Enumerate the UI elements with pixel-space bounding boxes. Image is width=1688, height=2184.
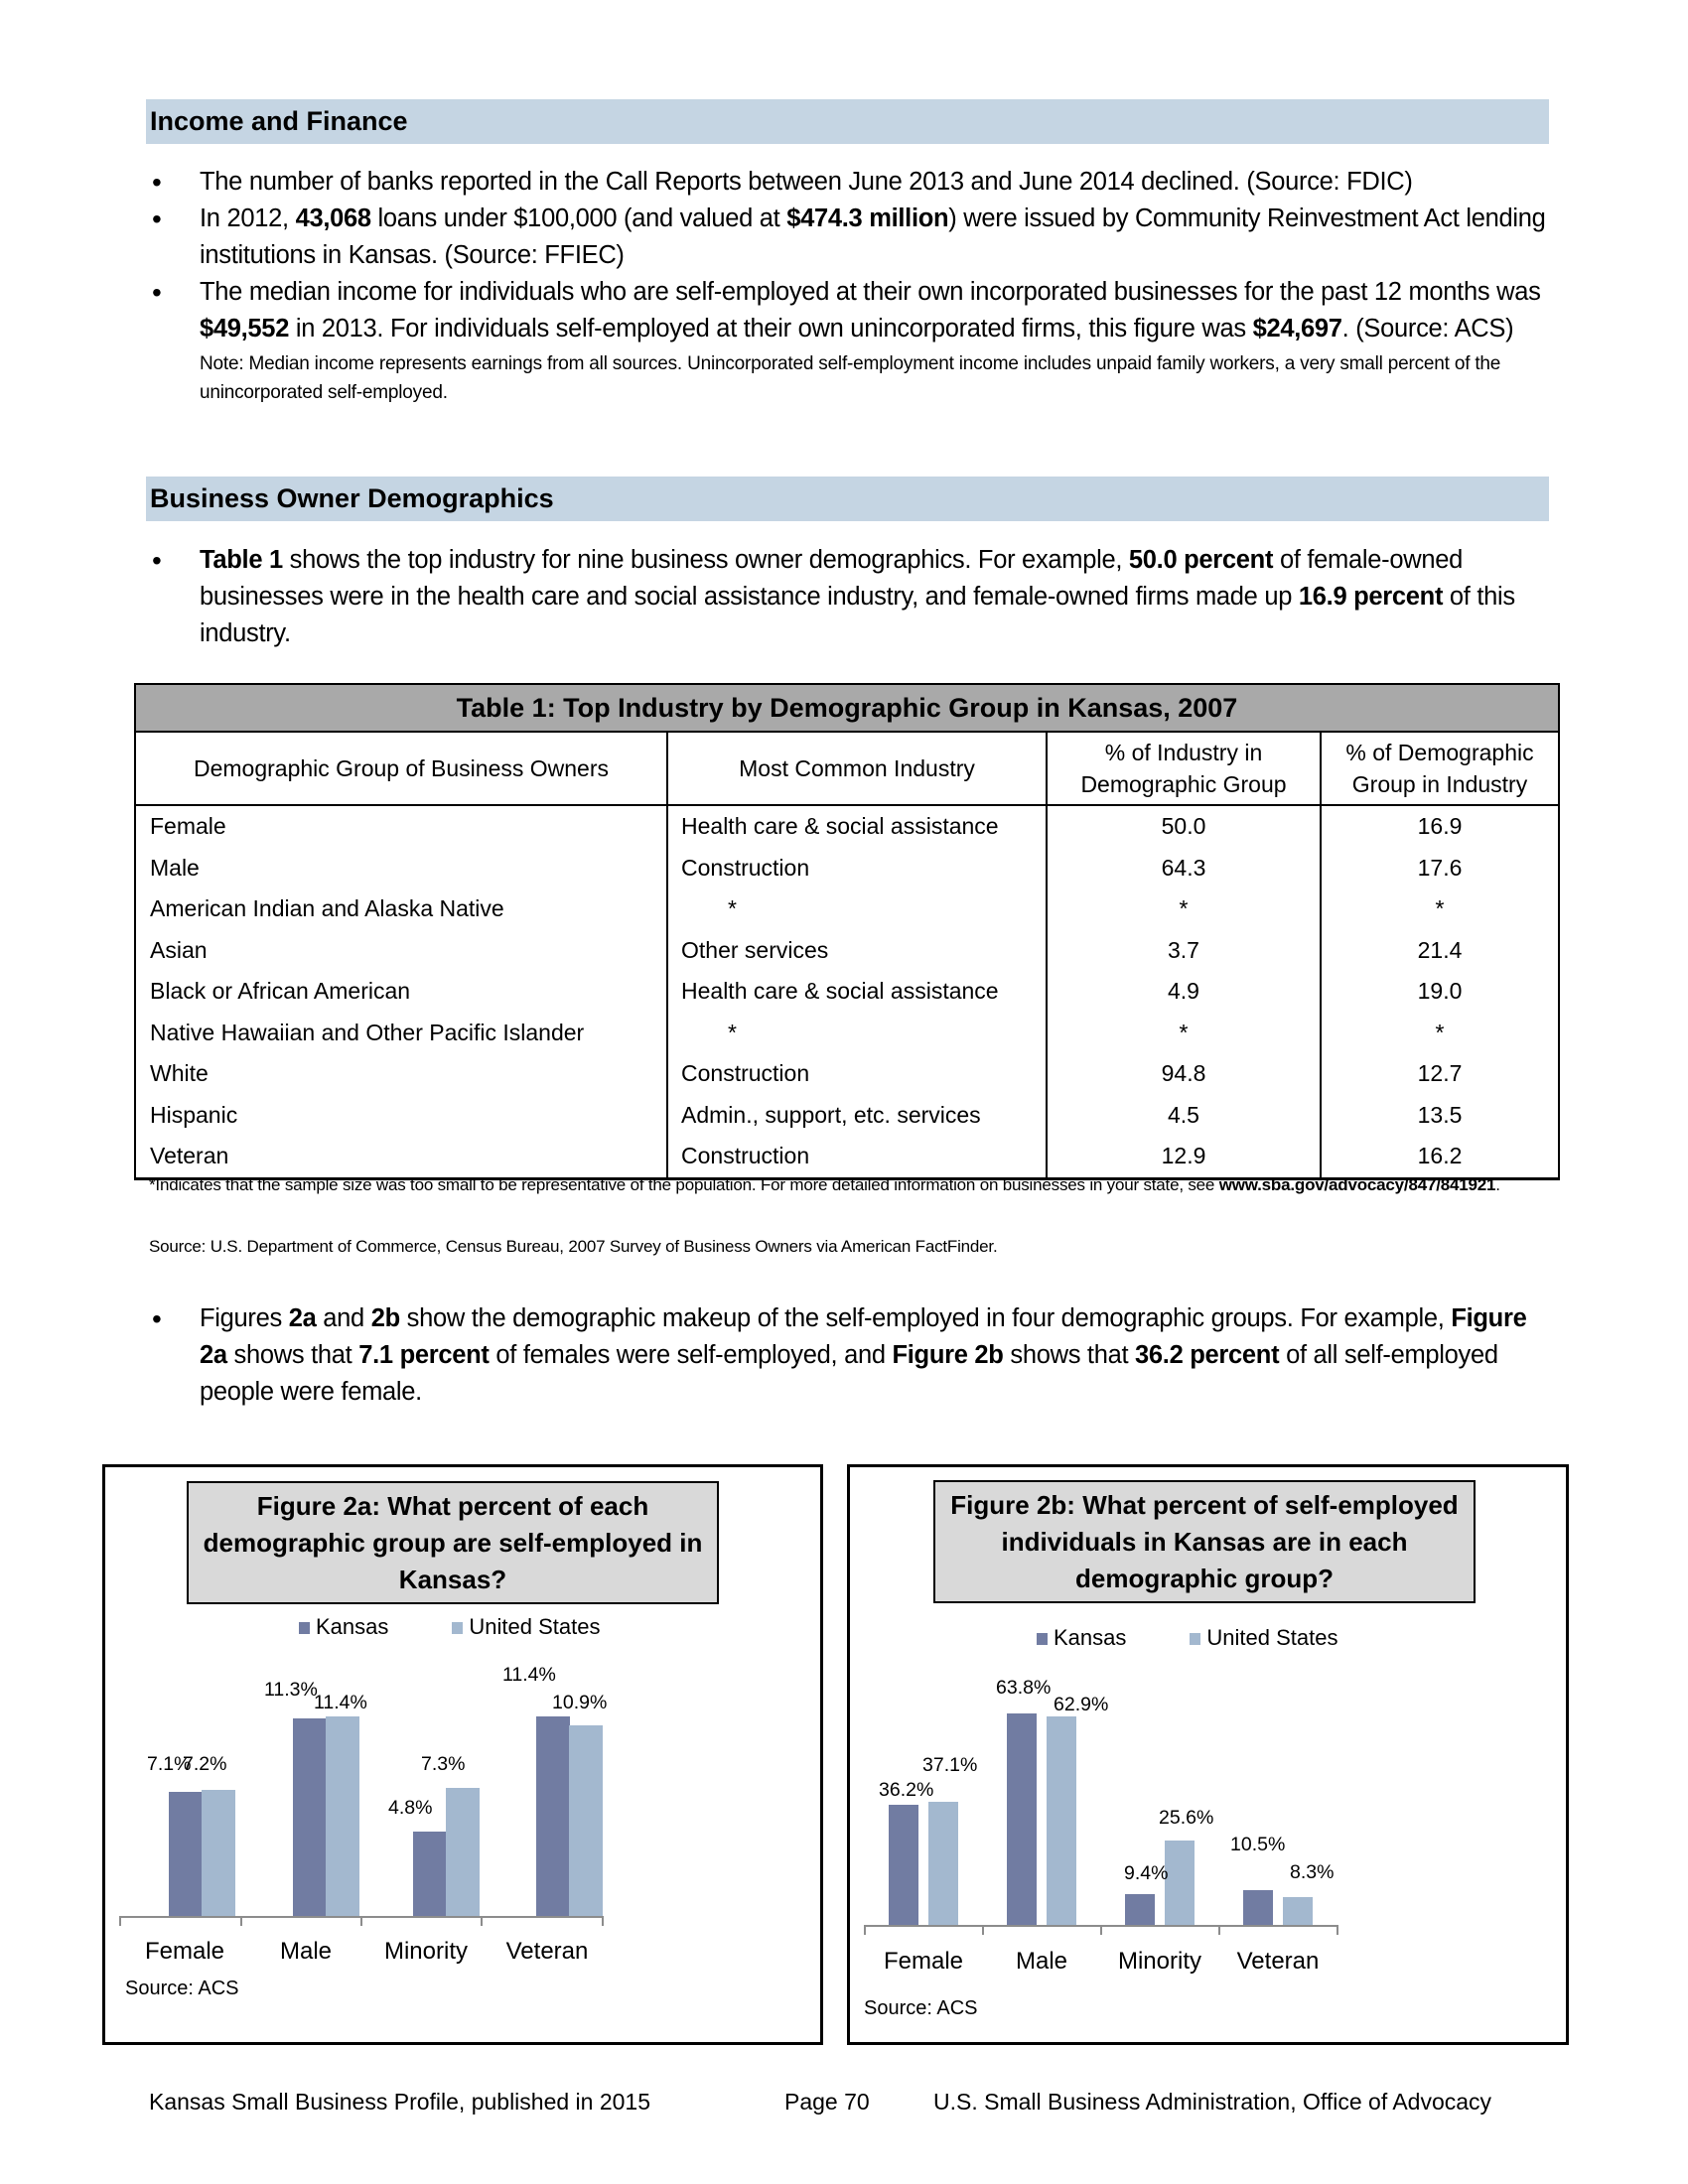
data-label: 63.8% — [996, 1677, 1052, 1699]
cell-pct-group: 13.5 — [1321, 1095, 1559, 1137]
cell-pct-group: 19.0 — [1321, 971, 1559, 1013]
data-label: 11.3% — [264, 1679, 318, 1701]
bullet-text: shows the top industry for nine business owner demographics. For example, — [282, 546, 1129, 574]
bar-minority-kansas — [413, 1832, 447, 1916]
category-label-female: Female — [144, 1938, 225, 1965]
table-row — [135, 930, 1559, 972]
data-label: 25.6% — [1159, 1807, 1214, 1829]
loan-value: $474.3 million — [786, 205, 949, 232]
bar-female-us — [202, 1790, 235, 1916]
cell-pct-industry: * — [1047, 888, 1321, 930]
bullet-text: of female-owned businesses were in the health care and social assistance industry, and female-owned firms made up — [200, 546, 1463, 611]
bar-veteran-kansas — [1243, 1890, 1273, 1925]
legend-item-kansas — [1037, 1625, 1126, 1651]
bullet-text: loans under $100,000 (and valued at — [370, 205, 787, 232]
category-label-male: Male — [1015, 1948, 1068, 1975]
bullet-text: of all self-employed people were female. — [200, 1341, 1498, 1406]
cell-group: Male — [135, 848, 667, 889]
cell-pct-group: * — [1321, 1013, 1559, 1054]
bar-veteran-us — [1283, 1897, 1313, 1925]
figure-ref: Figure 2b — [892, 1341, 1004, 1369]
cell-pct-industry: * — [1047, 1013, 1321, 1054]
bullet-median-income — [146, 274, 1556, 407]
col-header-pct-industry: % of Industry in Demographic Group — [1047, 732, 1321, 805]
figure-ref: 2b — [370, 1304, 400, 1332]
figure-ref: Figure 2a — [200, 1304, 1527, 1369]
cell-pct-group: 12.7 — [1321, 1053, 1559, 1095]
bullet-text: Figures — [200, 1304, 289, 1332]
cell-group: Female — [135, 805, 667, 848]
cell-pct-group: 21.4 — [1321, 930, 1559, 972]
col-header-industry: Most Common Industry — [667, 732, 1047, 805]
bullet-text: shows that — [1003, 1341, 1136, 1369]
cell-pct-industry: 4.9 — [1047, 971, 1321, 1013]
table-row — [135, 1053, 1559, 1095]
cell-pct-industry: 64.3 — [1047, 848, 1321, 889]
kansas-swatch-icon — [299, 1622, 310, 1634]
table-footnote — [149, 1171, 1549, 1199]
legend-label: Kansas — [1054, 1625, 1127, 1650]
data-label: 7.3% — [421, 1753, 466, 1775]
legend-item-united-states — [452, 1614, 600, 1640]
cell-group: White — [135, 1053, 667, 1095]
footnote-text: *Indicates that the sample size was too small to be representative of the population. For more detailed information on businesses in your state, see — [149, 1175, 1219, 1194]
bar-veteran-us — [569, 1725, 603, 1916]
figure-2a-legend — [299, 1614, 600, 1640]
cell-industry: * — [667, 1013, 1047, 1054]
data-label: 36.2% — [879, 1779, 934, 1801]
bullet-figures-summary — [146, 1300, 1556, 1411]
sba-advocacy-link[interactable]: www.sba.gov/advocacy/847/841921 — [1218, 1175, 1496, 1194]
cell-pct-industry: 94.8 — [1047, 1053, 1321, 1095]
bar-female-us — [928, 1802, 958, 1925]
highlight-value: 50.0 percent — [1128, 546, 1274, 574]
footer-publisher: U.S. Small Business Administration, Office of Advocacy — [933, 2089, 1492, 2115]
cell-industry: Health care & social assistance — [667, 971, 1047, 1013]
figure-ref: 2a — [288, 1304, 317, 1332]
bar-minority-kansas — [1125, 1894, 1155, 1925]
bullet-text: ) were issued by Community Reinvestment Act lending institutions in Kansas. (Source: FFIEC) — [200, 205, 1546, 269]
bullet-text: of females were self-employed, and — [489, 1341, 893, 1369]
bullet-text: In 2012, — [200, 205, 296, 232]
cell-industry: Other services — [667, 930, 1047, 972]
cell-pct-industry: 3.7 — [1047, 930, 1321, 972]
table-source: Source: U.S. Department of Commerce, Census Bureau, 2007 Survey of Business Owners via American FactFinder. — [149, 1237, 998, 1256]
table-ref: Table 1 — [200, 546, 283, 574]
cell-pct-industry: 4.5 — [1047, 1095, 1321, 1137]
loan-count: 43,068 — [295, 205, 371, 232]
col-header-demographic-group: Demographic Group of Business Owners — [135, 732, 667, 805]
category-label-veteran: Veteran — [505, 1938, 589, 1965]
cell-industry: Construction — [667, 1053, 1047, 1095]
footnote-text: . — [1495, 1175, 1500, 1194]
data-label: 11.4% — [502, 1664, 556, 1686]
table-title: Table 1: Top Industry by Demographic Group in Kansas, 2007 — [135, 684, 1559, 732]
cell-group: Hispanic — [135, 1095, 667, 1137]
cell-group: Veteran — [135, 1136, 667, 1178]
cell-industry: Admin., support, etc. services — [667, 1095, 1047, 1137]
section-heading-business-owner-demographics: Business Owner Demographics — [146, 477, 1549, 521]
cell-pct-industry: 50.0 — [1047, 805, 1321, 848]
category-label-minority: Minority — [1117, 1948, 1201, 1975]
table-row — [135, 1095, 1559, 1137]
bullet-table1-summary — [146, 542, 1556, 652]
category-label-minority: Minority — [383, 1938, 468, 1965]
highlight-value: 36.2 percent — [1135, 1341, 1280, 1369]
category-label-female: Female — [883, 1948, 964, 1975]
bar-female-kansas — [889, 1805, 918, 1925]
footer-page-number: Page 70 — [784, 2089, 870, 2115]
legend-label: United States — [469, 1614, 601, 1639]
table-row — [135, 971, 1559, 1013]
kansas-swatch-icon — [1037, 1633, 1048, 1645]
cell-pct-group: 16.9 — [1321, 805, 1559, 848]
figure-2a-chart — [102, 1464, 823, 2045]
bullet-text: and — [316, 1304, 371, 1332]
data-label: 10.5% — [1230, 1834, 1286, 1855]
data-label: 11.4% — [314, 1692, 367, 1713]
x-axis-line — [864, 1925, 1338, 1927]
data-label: 8.3% — [1290, 1861, 1335, 1883]
bullet-text: . (Source: ACS) — [1341, 315, 1514, 342]
bullet-text: The median income for individuals who are self-employed at their own incorporated businesses for the past 12 months was — [200, 278, 1541, 306]
data-label: 10.9% — [552, 1692, 608, 1713]
demographics-bullet-list — [146, 542, 1556, 652]
highlight-value: 7.1 percent — [358, 1341, 490, 1369]
median-income-note: Note: Median income represents earnings from all sources. Unincorporated self-employment income includes unpaid family workers, a very small percent of the unincorporated self-employed. — [200, 353, 1501, 403]
cell-pct-group: 16.2 — [1321, 1136, 1559, 1178]
figure-2b-legend — [1037, 1625, 1337, 1651]
section-heading-income-finance: Income and Finance — [146, 99, 1549, 144]
income-bullet-list — [146, 164, 1556, 407]
cell-pct-group: * — [1321, 888, 1559, 930]
data-label: 9.4% — [1124, 1862, 1169, 1884]
bar-male-kansas — [1007, 1713, 1037, 1925]
bar-female-kansas — [169, 1792, 203, 1916]
figure-2a-title: Figure 2a: What percent of each demographic group are self-employed in Kansas? — [187, 1481, 719, 1604]
figure-2b-source: Source: ACS — [864, 1997, 978, 2019]
figure-2b-chart — [847, 1464, 1569, 2045]
unincorporated-income: $24,697 — [1252, 315, 1342, 342]
data-label: 7.1% — [147, 1753, 192, 1775]
bar-male-us — [1047, 1716, 1076, 1925]
bar-veteran-kansas — [536, 1716, 570, 1916]
cell-industry: * — [667, 888, 1047, 930]
legend-item-united-states — [1190, 1625, 1337, 1651]
bullet-text: shows that — [226, 1341, 359, 1369]
table-top-industry — [134, 683, 1560, 1180]
legend-label: United States — [1206, 1625, 1338, 1650]
table-row — [135, 888, 1559, 930]
data-label: 4.8% — [388, 1797, 433, 1819]
data-label: 37.1% — [922, 1754, 978, 1776]
bar-male-kansas — [293, 1718, 327, 1916]
cell-group: Native Hawaiian and Other Pacific Islander — [135, 1013, 667, 1054]
cell-group: Asian — [135, 930, 667, 972]
table-row — [135, 1013, 1559, 1054]
table-row — [135, 848, 1559, 889]
cell-industry: Construction — [667, 848, 1047, 889]
united-states-swatch-icon — [452, 1622, 463, 1634]
bullet-banks — [146, 164, 1556, 201]
bullet-text: show the demographic makeup of the self-employed in four demographic groups. For example, — [399, 1304, 1452, 1332]
bar-minority-us — [446, 1788, 480, 1916]
figures-bullet-list — [146, 1300, 1556, 1411]
data-label: 7.2% — [183, 1753, 227, 1775]
figure-2a-source: Source: ACS — [125, 1978, 239, 1999]
bullet-text: The number of banks reported in the Call Reports between June 2013 and June 2014 declined. (Source: FDIC) — [200, 168, 1413, 196]
cell-group: American Indian and Alaska Native — [135, 888, 667, 930]
cell-industry: Health care & social assistance — [667, 805, 1047, 848]
x-axis-line — [119, 1916, 604, 1918]
cell-pct-industry: 12.9 — [1047, 1136, 1321, 1178]
bullet-text: of this industry. — [200, 583, 1515, 647]
category-label-veteran: Veteran — [1236, 1948, 1320, 1975]
bullet-text: in 2013. For individuals self-employed at their own unincorporated firms, this figure was — [289, 315, 1253, 342]
bar-minority-us — [1165, 1841, 1195, 1925]
table-row — [135, 805, 1559, 848]
data-label: 62.9% — [1054, 1694, 1109, 1715]
figure-2b-title: Figure 2b: What percent of self-employed individuals in Kansas are in each demographic group? — [933, 1480, 1476, 1603]
cell-industry: Construction — [667, 1136, 1047, 1178]
incorporated-income: $49,552 — [200, 315, 290, 342]
united-states-swatch-icon — [1190, 1633, 1200, 1645]
bar-male-us — [326, 1716, 359, 1916]
bullet-cra-loans — [146, 201, 1556, 274]
footer-publication: Kansas Small Business Profile, published in 2015 — [149, 2089, 651, 2115]
col-header-pct-group: % of Demographic Group in Industry — [1321, 732, 1559, 805]
highlight-value: 16.9 percent — [1298, 583, 1444, 611]
category-label-male: Male — [279, 1938, 333, 1965]
legend-label: Kansas — [316, 1614, 389, 1639]
cell-pct-group: 17.6 — [1321, 848, 1559, 889]
legend-item-kansas — [299, 1614, 388, 1640]
cell-group: Black or African American — [135, 971, 667, 1013]
